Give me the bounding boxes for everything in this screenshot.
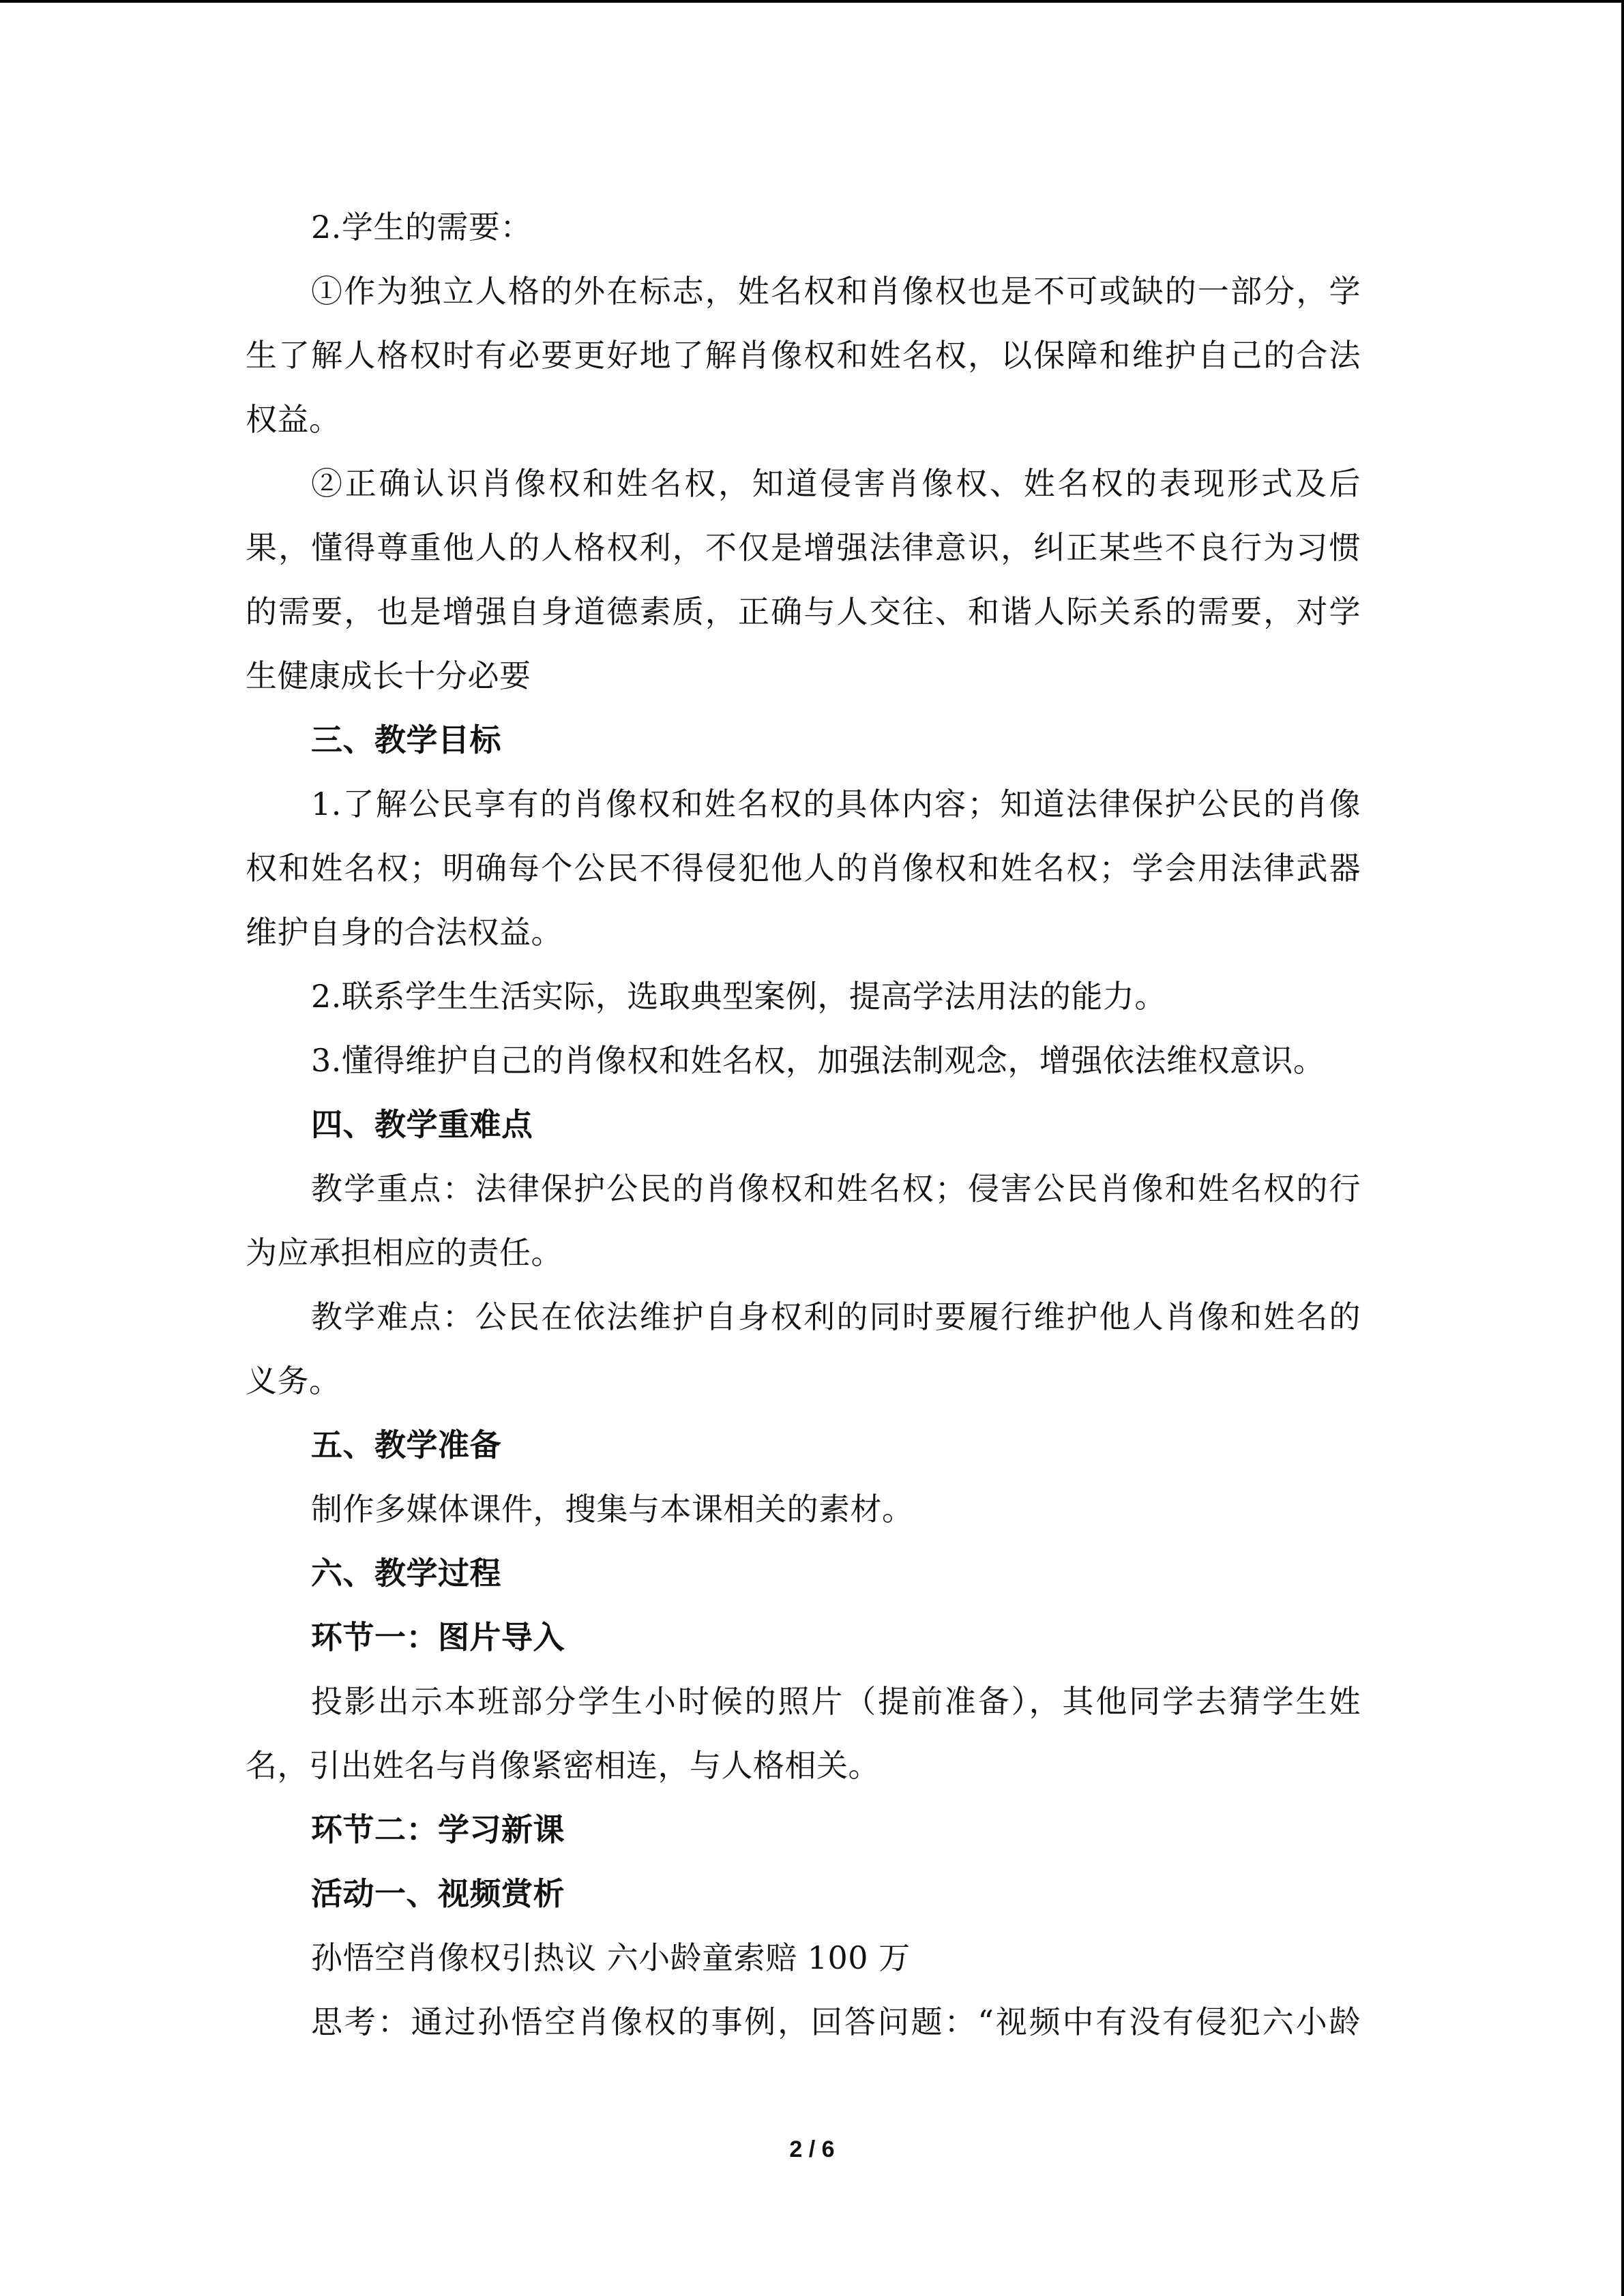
text-line: 名，引出姓名与肖像紧密相连，与人格相关。 [246,1747,880,1784]
text-line: 的需要，也是增强自身道德素质，正确与人交往、和谐人际关系的需要，对学 [246,593,1361,630]
text-line: ①作为独立人格的外在标志，姓名权和肖像权也是不可或缺的一部分，学 [311,273,1361,310]
text-line: 制作多媒体课件，搜集与本课相关的素材。 [311,1491,914,1527]
text-line: 为应承担相应的责任。 [246,1234,563,1271]
text-line: 果，懂得尊重他人的人格权利，不仅是增强法律意识，纠正某些不良行为习惯 [246,529,1361,566]
page-top-border [0,0,1624,3]
text-line: 权益。 [246,401,341,438]
document-body [246,195,1361,2054]
section-heading: 六、教学过程 [311,1555,501,1592]
text-line: 权和姓名权；明确每个公民不得侵犯他人的肖像权和姓名权；学会用法律武器 [246,850,1361,886]
section-heading: 五、教学准备 [311,1427,501,1463]
text-line: 2.学生的需要： [311,209,532,245]
text-line: 维护自身的合法权益。 [246,914,563,951]
text-line: 1.了解公民享有的肖像权和姓名权的具体内容；知道法律保护公民的肖像 [311,786,1361,822]
text-line: ②正确认识肖像权和姓名权，知道侵害肖像权、姓名权的表现形式及后 [311,465,1361,502]
text-line: 生健康成长十分必要 [246,657,531,694]
subsection-heading: 环节二：学习新课 [311,1811,565,1848]
text-line: 思考：通过孙悟空肖像权的事例，回答问题：“视频中有没有侵犯六小龄 [311,2003,1361,2040]
activity-heading: 活动一、视频赏析 [311,1875,565,1912]
text-line: 教学难点：公民在依法维护自身权利的同时要履行维护他人肖像和姓名的 [311,1298,1361,1335]
text-line: 孙悟空肖像权引热议 六小龄童索赔 100 万 [311,1939,911,1976]
section-heading: 三、教学目标 [311,721,501,758]
page-number: 2 / 6 [789,2136,835,2162]
subsection-heading: 环节一：图片导入 [311,1619,565,1656]
text-line: 生了解人格权时有必要更好地了解肖像权和姓名权，以保障和维护自己的合法 [246,337,1361,374]
section-heading: 四、教学重难点 [311,1106,533,1143]
text-line: 2.联系学生生活实际，选取典型案例，提高学法用法的能力。 [311,978,1166,1015]
text-line: 投影出示本班部分学生小时候的照片（提前准备），其他同学去猜学生姓 [311,1683,1361,1720]
page-right-border [1621,0,1624,2296]
text-line: 义务。 [246,1362,341,1399]
text-line: 3.懂得维护自己的肖像权和姓名权，加强法制观念，增强依法维权意识。 [311,1042,1325,1079]
text-line: 教学重点：法律保护公民的肖像权和姓名权；侵害公民肖像和姓名权的行 [311,1170,1361,1207]
